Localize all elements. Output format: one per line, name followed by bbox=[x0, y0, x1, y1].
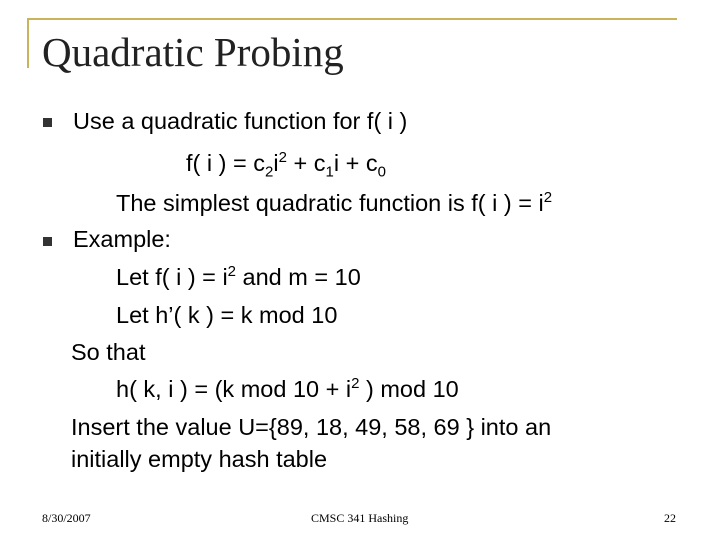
title-frame bbox=[27, 18, 677, 76]
example-line-3: So that bbox=[71, 339, 146, 365]
bullet-square-icon bbox=[43, 237, 52, 246]
title-rule-left bbox=[27, 18, 29, 68]
example-line-5: Insert the value U={89, 18, 49, 58, 69 } into an bbox=[71, 414, 552, 440]
footer-date: 8/30/2007 bbox=[42, 511, 91, 525]
example-line-2: Let h’( k ) = k mod 10 bbox=[116, 302, 338, 328]
formula-line: f( i ) = $c_2i^2 + c_1i + c_0$ bbox=[186, 149, 386, 181]
slide-title: Quadratic Probing bbox=[42, 29, 344, 75]
example-line-6: initially empty hash table bbox=[71, 446, 328, 472]
example-line-4: h( k, i ) = (k mod $10 + i^2$ ) mod 10 bbox=[116, 375, 459, 402]
footer-course: CMSC 341 Hashing bbox=[311, 511, 409, 525]
bullet2-text: Example: bbox=[73, 226, 171, 252]
simplest-note: The simplest quadratic function is f( i ) = $i^2$ bbox=[116, 189, 553, 216]
bullet-square-icon bbox=[43, 118, 52, 127]
footer-page-number: 22 bbox=[664, 511, 676, 525]
bullet1-text: Use a quadratic function for f( i ) bbox=[73, 108, 408, 134]
title-rule-top bbox=[27, 18, 677, 20]
example-line-1: Let f( i ) = $i^2$ and m = 10 bbox=[116, 263, 361, 290]
